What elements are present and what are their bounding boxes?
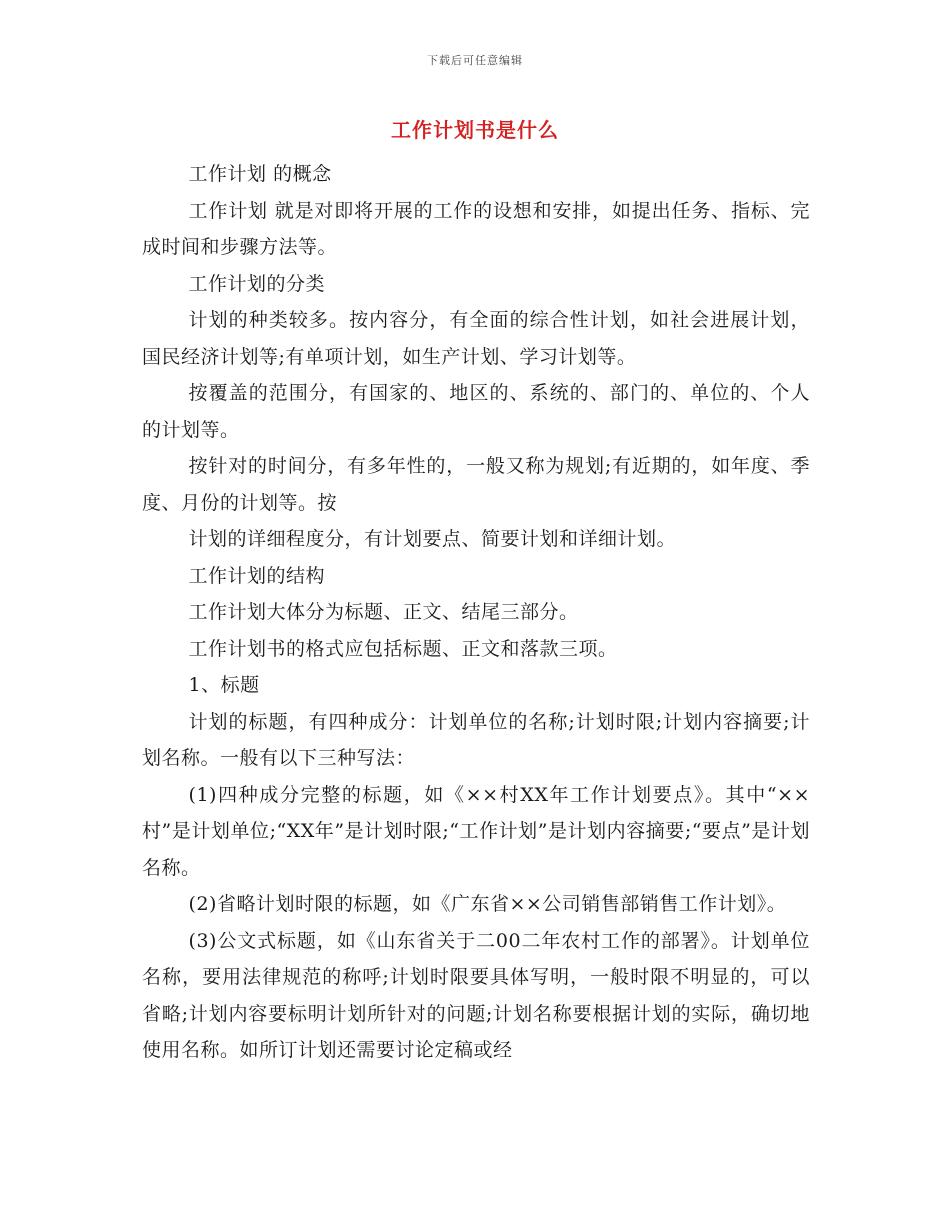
page-header-note: 下载后可任意编辑 [427,54,523,67]
paragraph: 工作计划的结构 [188,564,326,587]
paragraph: 工作计划大体分为标题、正文、结尾三部分。 [188,601,579,623]
paragraph: 按针对的时间分，有多年性的，一般又称为规划;有近期的，如年度、季度、月份的计划等。按 [142,455,810,514]
document-body [142,156,810,1069]
paragraph: 计划的标题，有四种成分：计划单位的名称;计划时限;计划内容摘要;计划名称。一般有以下三种写法： [142,710,810,769]
paragraph: 工作计划书的格式应包括标题、正文和落款三项。 [188,637,618,660]
paragraph: 按覆盖的范围分，有国家的、地区的、系统的、部门的、单位的、个人的计划等。 [142,382,810,441]
paragraph: (2)省略计划时限的标题，如《广东省××公司销售部销售工作计划》。 [188,893,787,915]
paragraph: 工作计划的分类 [188,272,326,295]
document-title: 工作计划书是什么 [391,118,559,142]
paragraph: 工作计划 就是对即将开展的工作的设想和安排，如提出任务、指标、完成时间和步骤方法等。 [142,199,810,258]
paragraph: (1)四种成分完整的标题，如《××村XX年工作计划要点》。其中“××村”是计划单位;“XX年”是计划时限;“工作计划”是计划内容摘要;“要点”是计划名称。 [142,783,810,879]
paragraph: 计划的详细程度分，有计划要点、简要计划和详细计划。 [188,528,677,550]
paragraph: 计划的种类较多。按内容分，有全面的综合性计划，如社会进展计划，国民经济计划等;有单项计划，如生产计划、学习计划等。 [142,309,810,368]
paragraph: 工作计划 的概念 [188,163,332,185]
paragraph: (3)公文式标题，如《山东省关于二00二年农村工作的部署》。计划单位名称，要用法律规范的称呼;计划时限要具体写明，一般时限不明显的，可以省略;计划内容要标明计划所针对的问题;计划名称要根据计划的实际，确切地使用名称。如所订计划还需要讨论定稿或经 [142,929,810,1061]
paragraph: 1、标题 [188,674,260,696]
